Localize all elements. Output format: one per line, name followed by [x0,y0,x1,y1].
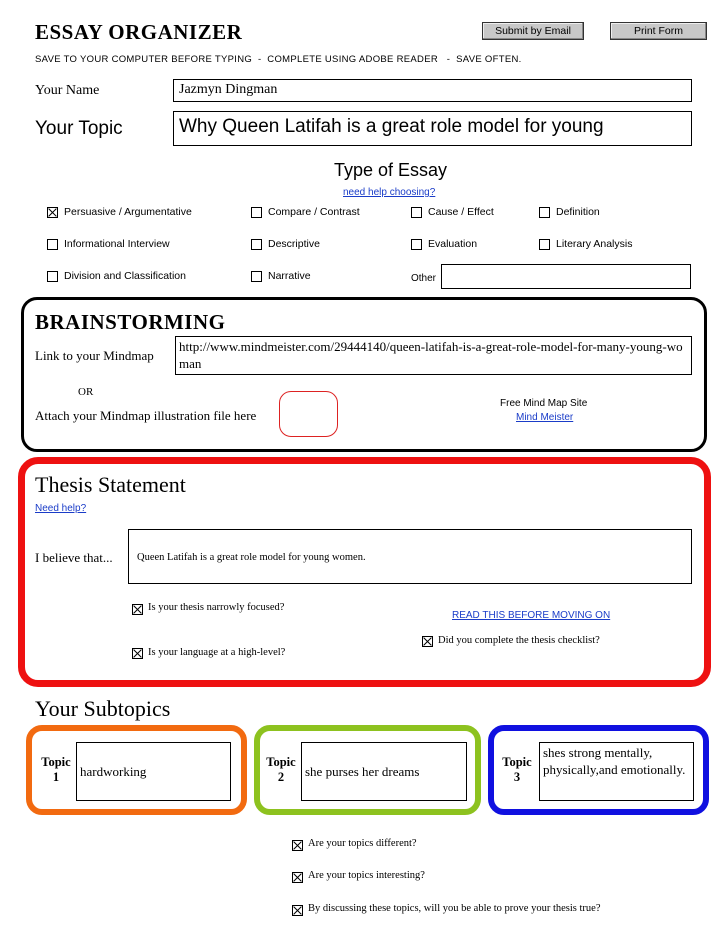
subtopic-1-field[interactable]: hardworking [76,742,231,801]
subtopic-1-label: Topic 1 [41,755,71,784]
essay-type-narrative-checkbox[interactable] [251,271,262,282]
essay-type-narrative-label: Narrative [268,270,311,282]
thesis-checklist-checkbox[interactable] [422,636,433,647]
subtopic-3-label: Topic 3 [502,755,532,784]
topics-interesting-label: Are your topics interesting? [308,870,425,881]
thesis-language-checkbox[interactable] [132,648,143,659]
topics-different-checkbox[interactable] [292,840,303,851]
essay-type-descriptive-label: Descriptive [268,238,320,250]
essay-type-compare-contrast-checkbox[interactable] [251,207,262,218]
topics-interesting-checkbox[interactable] [292,872,303,883]
essay-type-informational-interview-checkbox[interactable] [47,239,58,250]
instructions-text: SAVE TO YOUR COMPUTER BEFORE TYPING - COMPLETE USING ADOBE READER - SAVE OFTEN. [35,54,522,65]
essay-type-definition-checkbox[interactable] [539,207,550,218]
print-form-button[interactable]: Print Form [610,22,707,40]
thesis-need-help-link[interactable]: Need help? [35,503,87,514]
free-mind-map-label: Free Mind Map Site [500,398,588,409]
brainstorming-heading: BRAINSTORMING [35,310,226,334]
thesis-narrow-label: Is your thesis narrowly focused? [148,602,285,613]
form-title: ESSAY ORGANIZER [35,20,243,44]
other-field[interactable] [441,264,691,289]
mindmap-link-field[interactable]: http://www.mindmeister.com/29444140/queen-latifah-is-a-great-role-model-for-many-young-woman [175,336,692,375]
or-label: OR [78,386,94,398]
topics-different-label: Are your topics different? [308,838,417,849]
essay-type-evaluation-checkbox[interactable] [411,239,422,250]
topic-field[interactable]: Why Queen Latifah is a great role model for young [173,111,692,146]
essay-type-descriptive-checkbox[interactable] [251,239,262,250]
topics-prove-thesis-checkbox[interactable] [292,905,303,916]
topics-prove-thesis-label: By discussing these topics, will you be able to prove your thesis true? [308,903,601,914]
thesis-language-label: Is your language at a high-level? [148,647,286,658]
subtopic-2-label: Topic 2 [266,755,296,784]
mind-meister-link[interactable]: Mind Meister [516,412,574,423]
read-before-moving-on-link[interactable]: READ THIS BEFORE MOVING ON [452,610,611,621]
subtopic-3-field[interactable]: shes strong mentally, physically,and emotionally. [539,742,694,801]
subtopics-heading: Your Subtopics [35,696,171,721]
essay-type-division-and-classification-checkbox[interactable] [47,271,58,282]
essay-type-literary-analysis-label: Literary Analysis [556,238,633,250]
essay-type-cause-effect-checkbox[interactable] [411,207,422,218]
essay-type-definition-label: Definition [556,206,600,218]
attach-file-button[interactable] [279,391,338,437]
mindmap-link-label: Link to your Mindmap [35,348,154,363]
essay-type-cause-effect-label: Cause / Effect [428,206,494,218]
essay-type-informational-interview-label: Informational Interview [64,238,170,250]
i-believe-label: I believe that... [35,550,113,565]
essay-type-compare-contrast-label: Compare / Contrast [268,206,360,218]
essay-type-division-and-classification-label: Division and Classification [64,270,186,282]
name-field[interactable]: Jazmyn Dingman [173,79,692,102]
essay-type-persuasive-argumentative-label: Persuasive / Argumentative [64,206,192,218]
essay-type-heading: Type of Essay [334,160,448,180]
thesis-field[interactable]: Queen Latifah is a great role model for young women. [128,529,692,584]
thesis-checklist-label: Did you complete the thesis checklist? [438,635,600,646]
thesis-heading: Thesis Statement [35,472,186,497]
name-label: Your Name [35,83,100,98]
subtopic-2-field[interactable]: she purses her dreams [301,742,467,801]
essay-type-literary-analysis-checkbox[interactable] [539,239,550,250]
essay-type-persuasive-argumentative-checkbox[interactable] [47,207,58,218]
topic-label: Your Topic [35,118,123,139]
need-help-choosing-link[interactable]: need help choosing? [343,187,436,198]
attach-mindmap-label: Attach your Mindmap illustration file here [35,408,257,423]
submit-by-email-button[interactable]: Submit by Email [482,22,584,40]
essay-type-evaluation-label: Evaluation [428,238,478,250]
other-label: Other [411,273,437,284]
thesis-narrow-checkbox[interactable] [132,604,143,615]
